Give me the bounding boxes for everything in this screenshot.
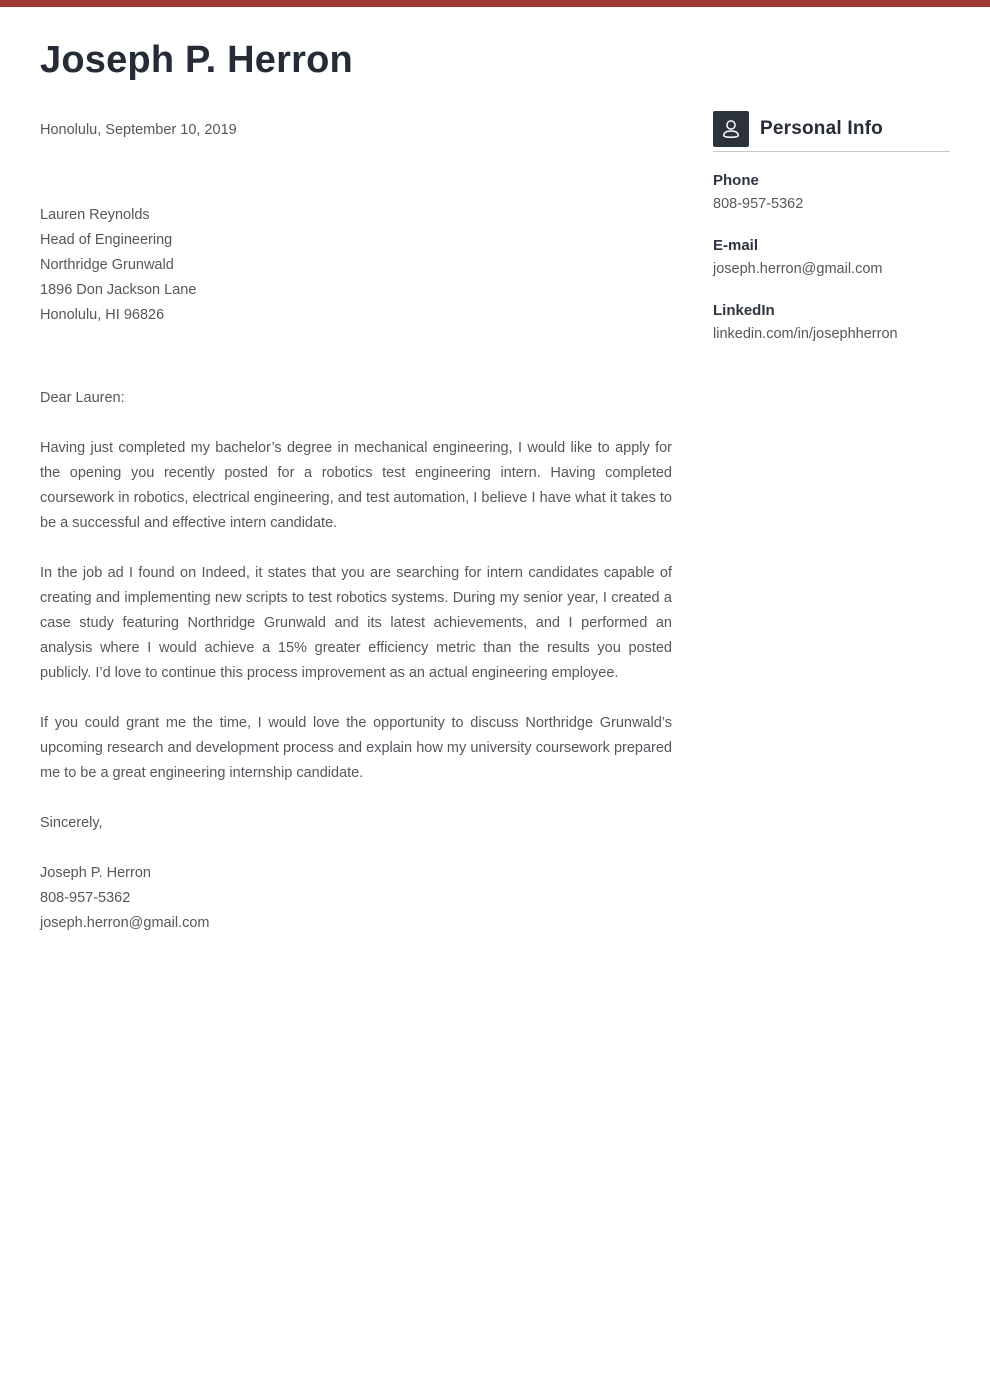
signature-phone: 808-957-5362 [40, 890, 131, 906]
page-title: Joseph P. Herron [40, 39, 353, 81]
sidebar-title: Personal Info [760, 118, 883, 139]
sidebar-item-phone [713, 170, 950, 217]
linkedin-label: LinkedIn [713, 302, 775, 319]
recipient-company: Northridge Grunwald [40, 257, 174, 273]
email-label: E-mail [713, 237, 759, 254]
phone-label: Phone [713, 172, 759, 189]
sidebar-item-email [713, 235, 950, 282]
salutation: Dear Lauren: [40, 390, 125, 406]
letter-paragraph-1: Having just completed my bachelor’s degree in mechanical engineering, I would like to apply for the opening you recently posted for a robotics test engineering intern. Having completed coursework in robotics, electrical engineering, and test automation, I believe I have what it takes to be a successful and effective intern candidate. [40, 440, 672, 531]
sidebar-header [713, 111, 950, 152]
letter-paragraph-2: In the job ad I found on Indeed, it states that you are searching for intern candidates capable of creating and implementing new scripts to test robotics systems. During my senior year, I created a case study featuring Northridge Grunwald and its latest achievements, and I performed an analysis where I would achieve a 15% greater efficiency metric than the results you posted publicly. I’d love to continue this process improvement as an actual engineering employee. [40, 565, 672, 681]
person-icon [713, 111, 749, 147]
recipient-name: Lauren Reynolds [40, 207, 150, 223]
sidebar-item-linkedin [713, 300, 950, 347]
signature-email: joseph.herron@gmail.com [40, 915, 210, 931]
recipient-city: Honolulu, HI 96826 [40, 307, 165, 323]
email-value: joseph.herron@gmail.com [713, 261, 883, 277]
personal-info-sidebar [713, 111, 950, 347]
recipient-block [40, 203, 672, 328]
closing-line: Sincerely, [40, 815, 103, 831]
recipient-street: 1896 Don Jackson Lane [40, 282, 197, 298]
signature-name: Joseph P. Herron [40, 865, 151, 881]
linkedin-value: linkedin.com/in/josephherron [713, 326, 898, 342]
letter-paragraph-3: If you could grant me the time, I would love the opportunity to discuss Northridge Grunwald’s upcoming research and development process and explain how my university coursework prepared me to be a great engineering internship candidate. [40, 715, 672, 781]
letter-date: Honolulu, September 10, 2019 [40, 122, 237, 138]
signature-block [40, 861, 672, 936]
recipient-role: Head of Engineering [40, 232, 173, 248]
phone-value: 808-957-5362 [713, 196, 804, 212]
letter-main-column [40, 0, 672, 936]
